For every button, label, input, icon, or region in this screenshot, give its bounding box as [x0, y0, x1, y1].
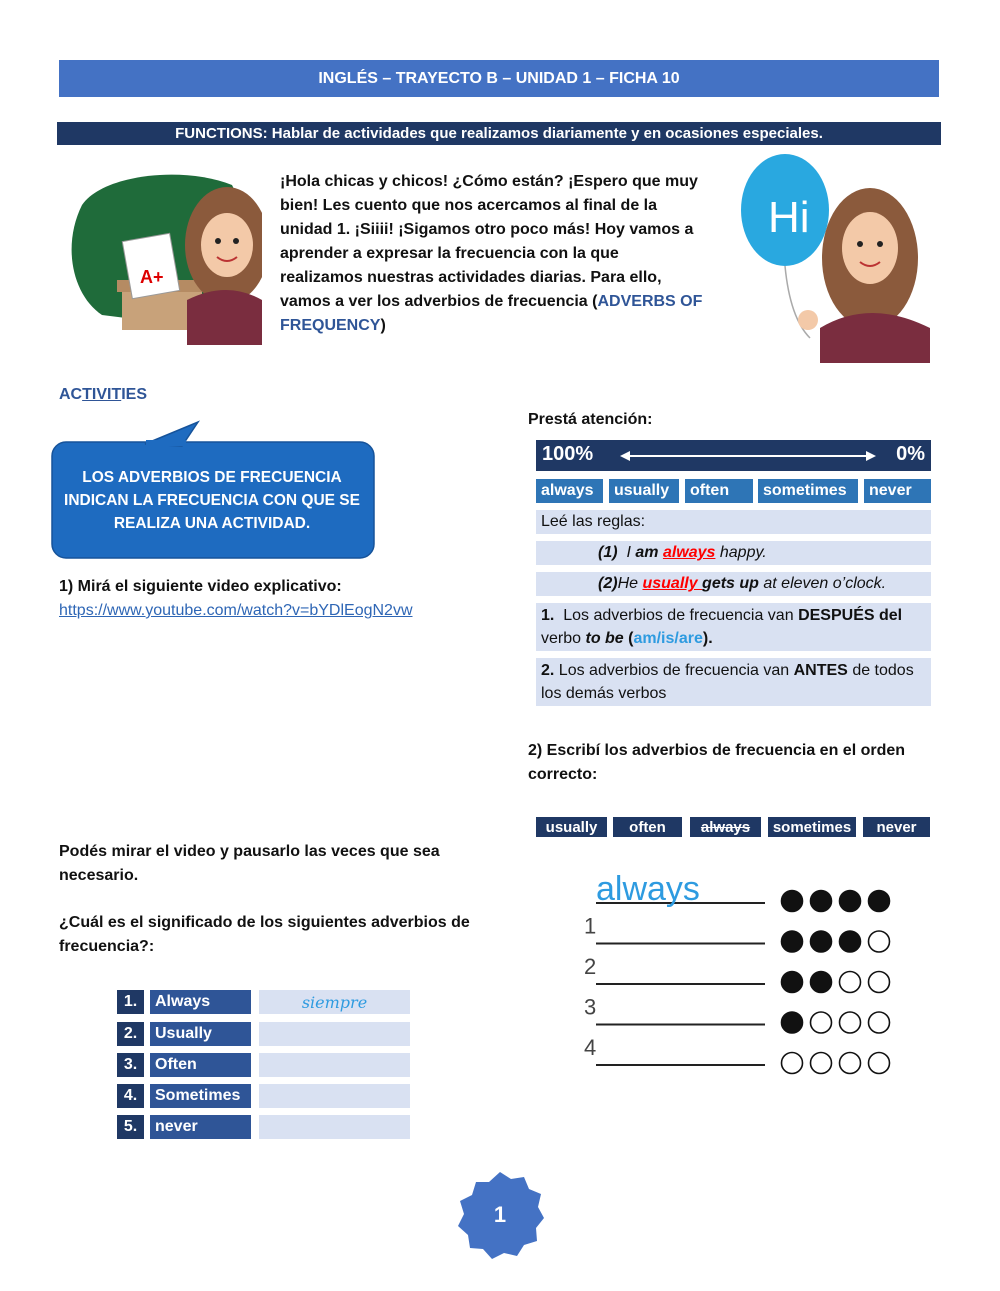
meaning-word: never — [150, 1115, 251, 1139]
order-row-label: 3 — [584, 994, 597, 1020]
balloon-hi-text: Hi — [768, 193, 810, 242]
worksheet-title: INGLÉS – TRAYECTO B – UNIDAD 1 – FICHA 10 — [59, 60, 939, 97]
page-number: 1 — [493, 1202, 507, 1227]
frequency-dot-filled — [840, 931, 861, 952]
word-bank-sometimes[interactable]: sometimes — [768, 817, 856, 837]
frequency-dot-empty — [869, 1012, 890, 1033]
grade-text: A+ — [140, 267, 164, 287]
frequency-dot-empty — [869, 972, 890, 993]
frequency-scale-bar — [536, 440, 931, 471]
meaning-answer-field[interactable] — [259, 1084, 410, 1108]
meaning-question: ¿Cuál es el significado de los siguientes adverbios de frecuencia?: — [59, 914, 470, 955]
frequency-dot-filled — [811, 931, 832, 952]
scale-left-label: 100% — [542, 443, 594, 465]
attention-label: Prestá atención: — [528, 411, 653, 428]
rule-example-2: (2)He usually gets up at eleven o’clock. — [536, 572, 931, 596]
meaning-word: Sometimes — [150, 1084, 251, 1108]
video-link[interactable]: https://www.youtube.com/watch?v=bYDlEogN2vw — [59, 602, 413, 619]
activities-heading: ACTIVITIES — [59, 386, 148, 403]
order-answer: always — [596, 870, 700, 908]
adverb-chip-sometimes: sometimes — [758, 479, 858, 503]
rule-1: 1. Los adverbios de frecuencia van DESPUÉS del verbo to be (am/is/are). — [536, 603, 931, 651]
page-number-badge — [455, 1170, 545, 1260]
meaning-answer-field[interactable] — [259, 1022, 410, 1046]
frequency-dot-filled — [782, 972, 803, 993]
double-arrow-icon — [620, 450, 876, 462]
word-bank-usually[interactable]: usually — [536, 817, 607, 837]
intro-paragraph — [280, 170, 705, 338]
teacher-balloon-illustration — [740, 148, 940, 363]
intro-close: ) — [380, 317, 386, 334]
adverb-chip-often: often — [685, 479, 753, 503]
pause-text: Podés mirar el video y pausarlo las veces que sea necesario. — [59, 843, 440, 884]
order-row — [584, 995, 890, 1034]
meaning-number: 4. — [117, 1084, 144, 1108]
order-row — [584, 914, 890, 953]
adverb-chip-usually: usually — [609, 479, 679, 503]
order-row — [596, 870, 890, 912]
frequency-dot-empty — [811, 1053, 832, 1074]
teacher-board-illustration — [62, 165, 262, 345]
frequency-dot-filled — [811, 891, 832, 912]
step1-label: 1) Mirá el siguiente video explicativo: — [59, 578, 342, 595]
functions-banner: FUNCTIONS: Hablar de actividades que realizamos diariamente y en ocasiones especiales. — [57, 122, 941, 145]
order-row — [584, 954, 890, 993]
frequency-dot-filled — [869, 891, 890, 912]
order-row — [584, 1035, 890, 1074]
frequency-dot-empty — [840, 1012, 861, 1033]
rule-example-1: (1) I am always happy. — [536, 541, 931, 565]
meaning-number: 3. — [117, 1053, 144, 1077]
order-exercise — [580, 865, 900, 1080]
step2-label: 2) Escribí los adverbios de frecuencia en el orden correcto: — [528, 742, 906, 783]
rule-2: 2. Los adverbios de frecuencia van ANTES de todos los demás verbos — [536, 658, 931, 706]
order-rows-svg — [580, 865, 900, 1080]
order-row-label: 1 — [584, 913, 597, 939]
frequency-dot-filled — [782, 1012, 803, 1033]
scale-right-label: 0% — [896, 443, 925, 465]
meaning-answer-field[interactable]: siempre — [259, 990, 410, 1014]
frequency-dot-filled — [782, 891, 803, 912]
frequency-dot-filled — [840, 891, 861, 912]
meaning-number: 1. — [117, 990, 144, 1014]
adverb-chip-always: always — [536, 479, 603, 503]
intro-highlight: ADVERBS OF FREQUENCY — [280, 293, 703, 334]
meaning-word: Always — [150, 990, 251, 1014]
bubble-text: LOS ADVERBIOS DE FRECUENCIA INDICAN LA FRECUENCIA CON QUE SE REALIZA UNA ACTIVIDAD. — [64, 468, 360, 532]
word-bank-never[interactable]: never — [863, 817, 930, 837]
meaning-answer-field[interactable] — [259, 1115, 410, 1139]
meaning-answer-field[interactable] — [259, 1053, 410, 1077]
order-row-label: 4 — [584, 1035, 597, 1060]
frequency-dot-empty — [840, 1053, 861, 1074]
frequency-dot-filled — [811, 972, 832, 993]
intro-text: ¡Hola chicas y chicos! ¿Cómo están? ¡Espero que muy bien! Les cuento que nos acercamos al final de la unidad 1. ¡Siiii! ¡Sigamos otro poco más! Hoy vamos a aprender a expresar la frecuencia con la que realizamos nuestras actividades diarias. Para ello, vamos a ver los adverbios de frecuencia ( — [280, 173, 698, 310]
word-bank-often[interactable]: often — [613, 817, 682, 837]
meaning-number: 2. — [117, 1022, 144, 1046]
meaning-word: Usually — [150, 1022, 251, 1046]
meaning-number: 5. — [117, 1115, 144, 1139]
word-bank-always[interactable]: always — [690, 817, 761, 837]
frequency-dot-empty — [869, 1053, 890, 1074]
rules-intro: Leé las reglas: — [536, 510, 931, 534]
meaning-word: Often — [150, 1053, 251, 1077]
frequency-dot-empty — [782, 1053, 803, 1074]
frequency-dot-filled — [782, 931, 803, 952]
order-row-label: 2 — [584, 954, 597, 979]
frequency-dot-empty — [840, 972, 861, 993]
adverb-chip-never: never — [864, 479, 931, 503]
frequency-dot-empty — [811, 1012, 832, 1033]
frequency-dot-empty — [869, 931, 890, 952]
